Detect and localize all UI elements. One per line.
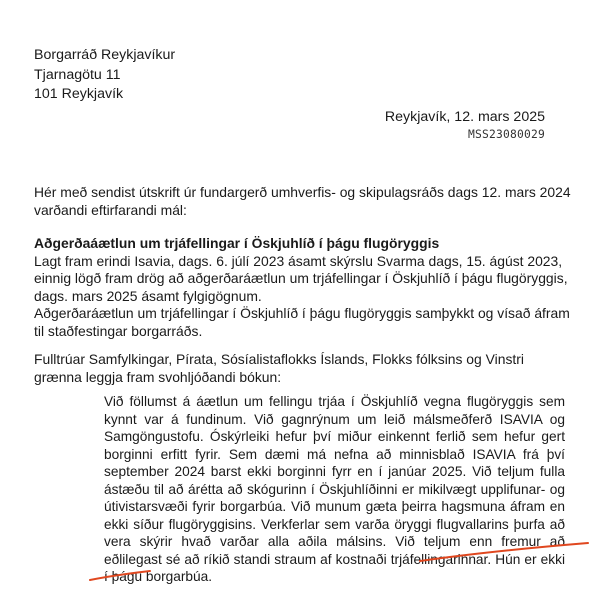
recipient-name: Borgarráð Reykjavíkur: [34, 47, 176, 63]
agenda-item-text: Lagt fram erindi Isavia, dags. 6. júlí 2023 ásamt skýrslu Svarma dags, 15. ágúst 2023, einnig lögð fram drög að aðgerðaráætlun um trjáfellingar í Öskjuhlíð í þágu flugöryggis, dags. mars 2025 ásamt fylgigögnum.: [34, 252, 568, 304]
underline-mark-left: [90, 571, 150, 580]
parties-paragraph: Fulltrúar Samfylkingar, Pírata, Sósíalistaflokks Íslands, Flokks fólksins og Vinstri grænna leggja fram svohljóðandi bókun:: [34, 351, 524, 385]
approval-paragraph: Aðgerðaráætlun um trjáfellingar í Öskjuhlíð í þágu flugöryggis samþykkt og vísað áfram til staðfestingar borgarráðs.: [34, 305, 570, 339]
recipient-street: Tjarnagötu 11: [34, 66, 121, 83]
intro-paragraph: Hér með sendist útskrift úr fundargerð umhverfis- og skipulagsráðs dags 12. mars 2024 varðandi eftirfarandi mál:: [34, 184, 571, 218]
case-reference: MSS23080029: [467, 128, 545, 141]
bokun-statement: Við föllumst á áætlun um fellingu trjáa í Öskjuhlíð vegna flugöryggis sem kynnt var á fundinum. Við gagnrýnum um leið málsmeðferð ISAVIA og Samgöngustofu. Óskýrleiki hefur því miður einkennt ferlið sem hefur gert borginni erfitt fyrir. Sem dæmi má nefna að minnisblað ISAVIA frá því september 2024 barst ekki borginni fyrr en í janúar 2025. Við teljum fulla ástæðu til að árétta að skógurinn í Öskjuhlíðinni er mikilvægt upplifunar- og útivistarsvæði fyrir borgarbúa. Við munum gæta þeirra hagsmuna áfram en ekki síður flugöryggisins. Verkferlar sem varða öryggi flugvallarins þurfa að vera skýrir hvað varðar alla aðila málsins. Við teljum enn fremur að eðlilegast sé að ríkið standi straum af kostnaði trjáfellingarinnar. Hún er ekki í þágu borgarbúa.: [104, 394, 565, 585]
recipient-city: 101 Reykjavík: [34, 86, 124, 102]
document-date: Reykjavík, 12. mars 2025: [384, 109, 545, 125]
underline-mark-right: [420, 543, 588, 561]
agenda-item-title: Aðgerðaáætlun um trjáfellingar í Öskjuhlíð í þágu flugöryggis: [34, 235, 440, 251]
